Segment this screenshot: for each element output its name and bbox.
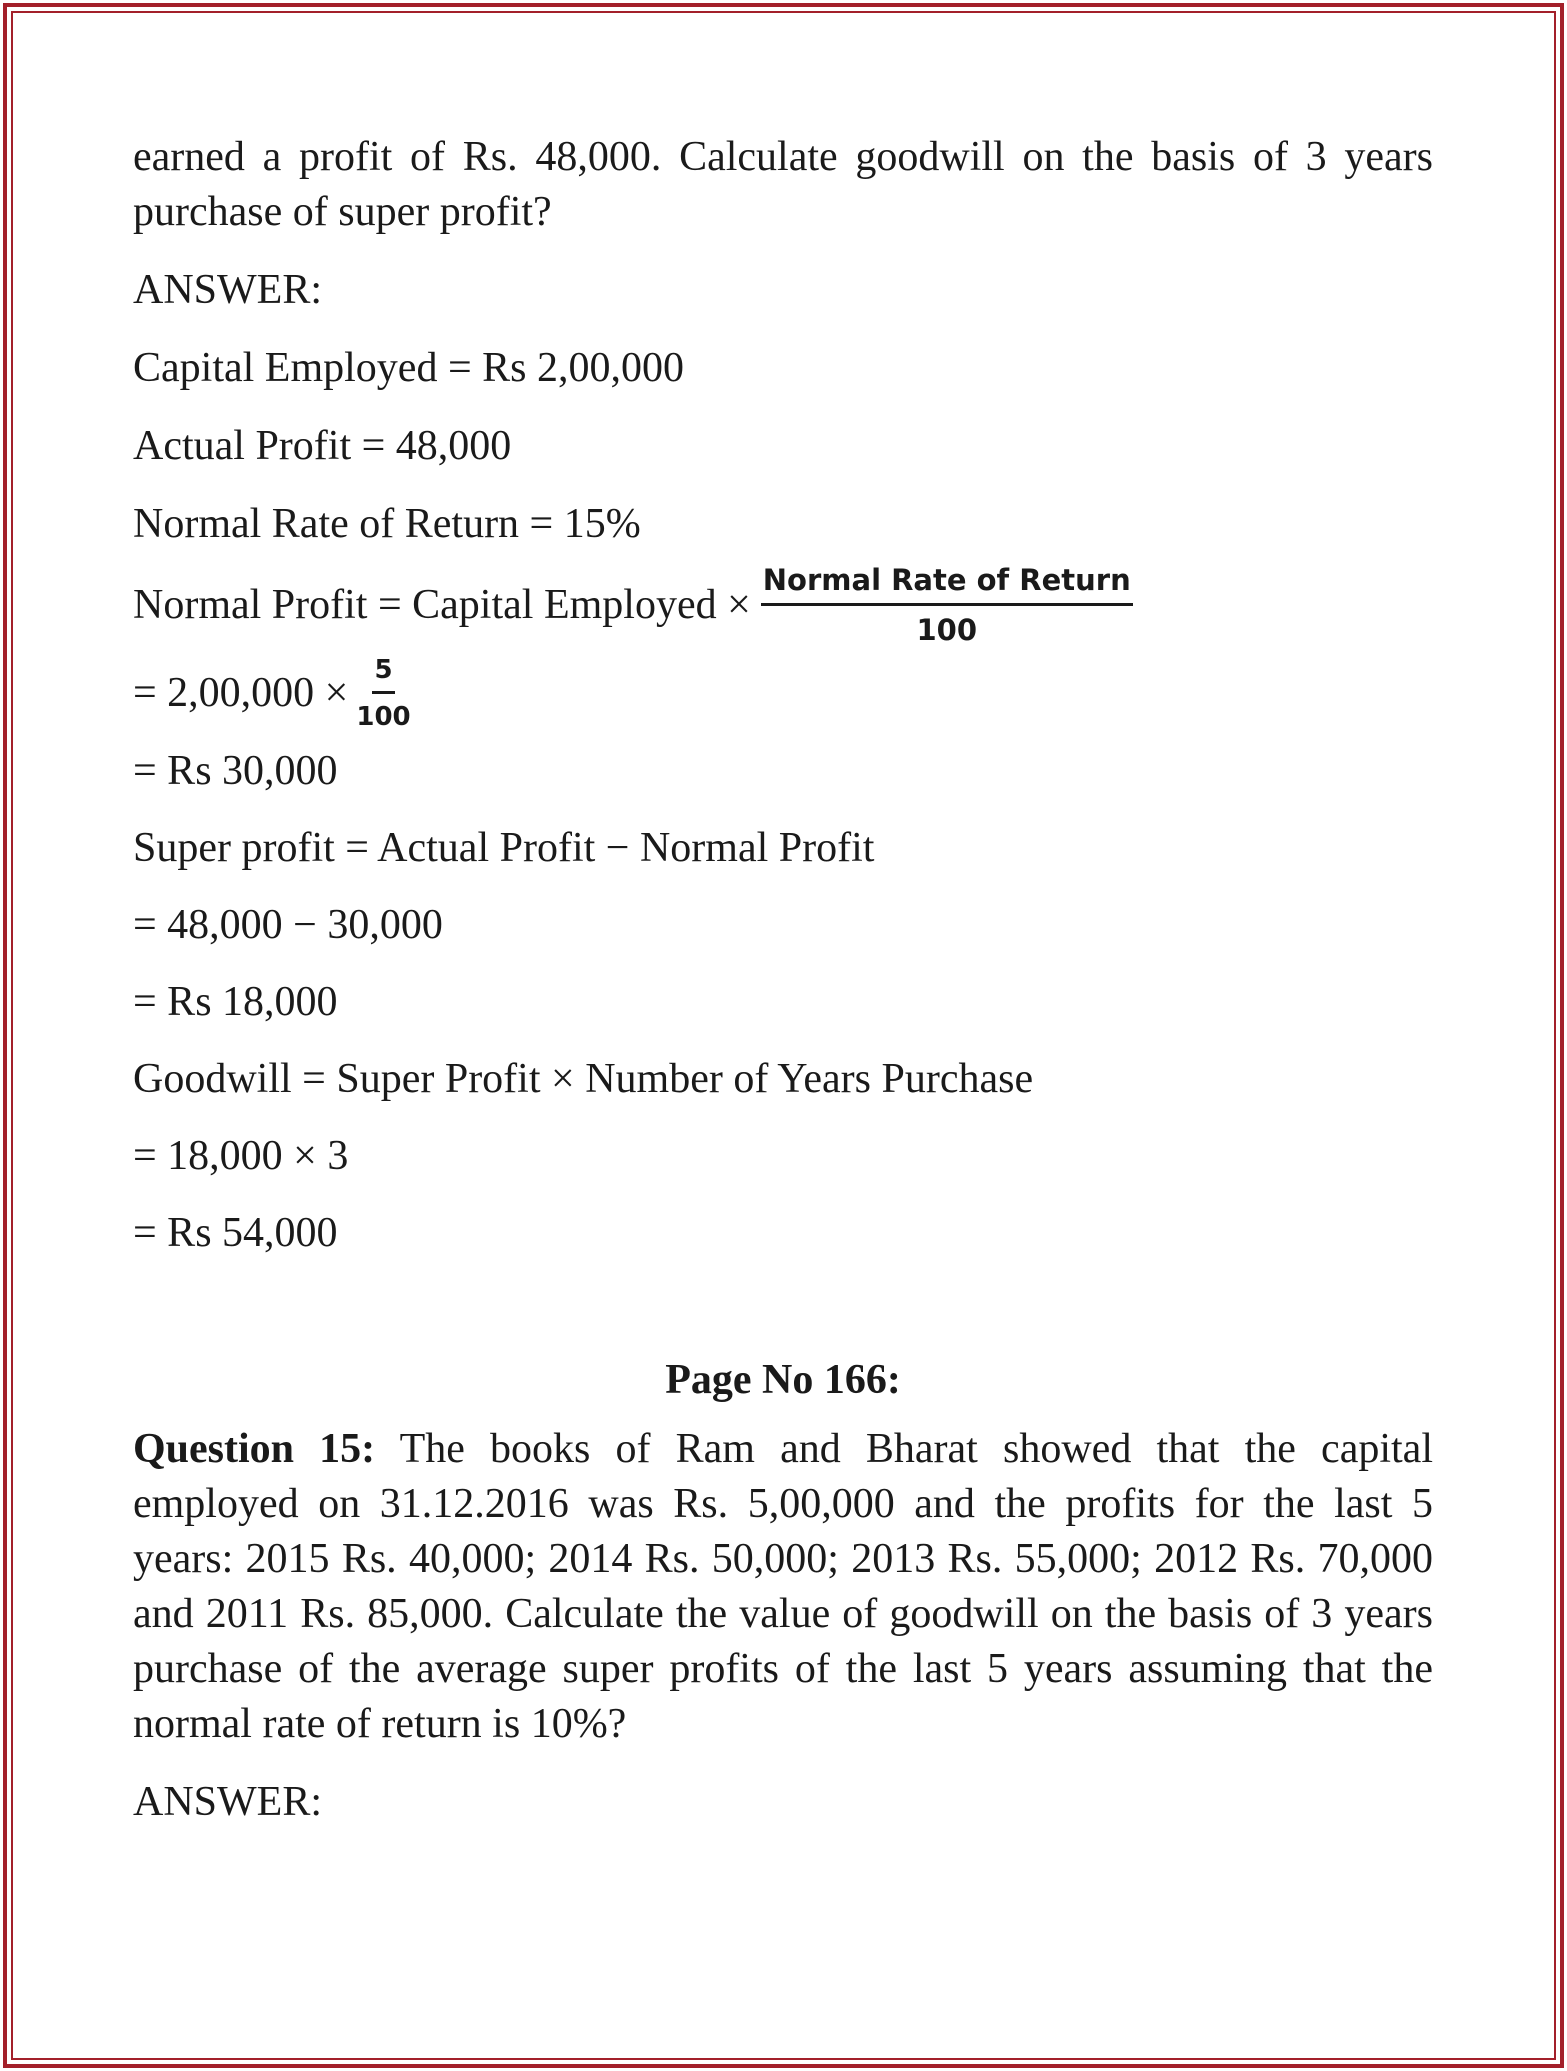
goodwill-calc: = 18,000 × 3 [133,1133,349,1179]
answer-label: ANSWER: [133,267,322,313]
normal-rate-line: Normal Rate of Return = 15% [133,501,641,547]
page-number-heading: Page No 166: [665,1357,901,1403]
answer-label-2: ANSWER: [133,1779,322,1825]
super-profit-calc: = 48,000 − 30,000 [133,902,443,948]
question-15 [133,1422,1433,1752]
goodwill-formula: Goodwill = Super Profit × Number of Years Purchase [133,1056,1034,1102]
goodwill-result: = Rs 54,000 [133,1210,338,1256]
normal-profit-lhs: Normal Profit = Capital Employed × [133,582,751,628]
page-content [133,130,1433,1830]
calc-lhs: = 2,00,000 × [133,670,349,716]
normal-profit-calc [133,657,1433,730]
question-continuation: earned a profit of Rs. 48,000. Calculate goodwill on the basis of 3 years purchase of super profit? [133,134,1433,235]
super-profit-formula: Super profit = Actual Profit − Normal Profit [133,825,875,871]
fraction-numerator: 5 [372,657,394,694]
capital-employed-line: Capital Employed = Rs 2,00,000 [133,345,684,391]
fraction-numerator: Normal Rate of Return [761,566,1133,606]
actual-profit-line: Actual Profit = 48,000 [133,423,512,469]
super-profit-result: = Rs 18,000 [133,979,338,1025]
calc-fraction [356,657,410,730]
normal-profit-fraction [761,563,1133,647]
normal-profit-formula [133,563,1433,647]
normal-profit-result: = Rs 30,000 [133,748,338,794]
fraction-denominator: 100 [916,613,978,647]
question-text: The books of Ram and Bharat showed that the capital employed on 31.12.2016 was Rs. 5,00,000 and the profits for the last 5 years: 2015 Rs. 40,000; 2014 Rs. 50,000; 2013 Rs. 55,000; 2012 Rs. 70,000 and 2011 Rs. 85,000. Calculate the value of goodwill on the basis of 3 years purchase of the average super profits of the last 5 years assuming that the normal rate of return is 10%? [133,1426,1433,1747]
question-label: Question 15: [133,1426,376,1472]
fraction-denominator: 100 [356,702,411,732]
